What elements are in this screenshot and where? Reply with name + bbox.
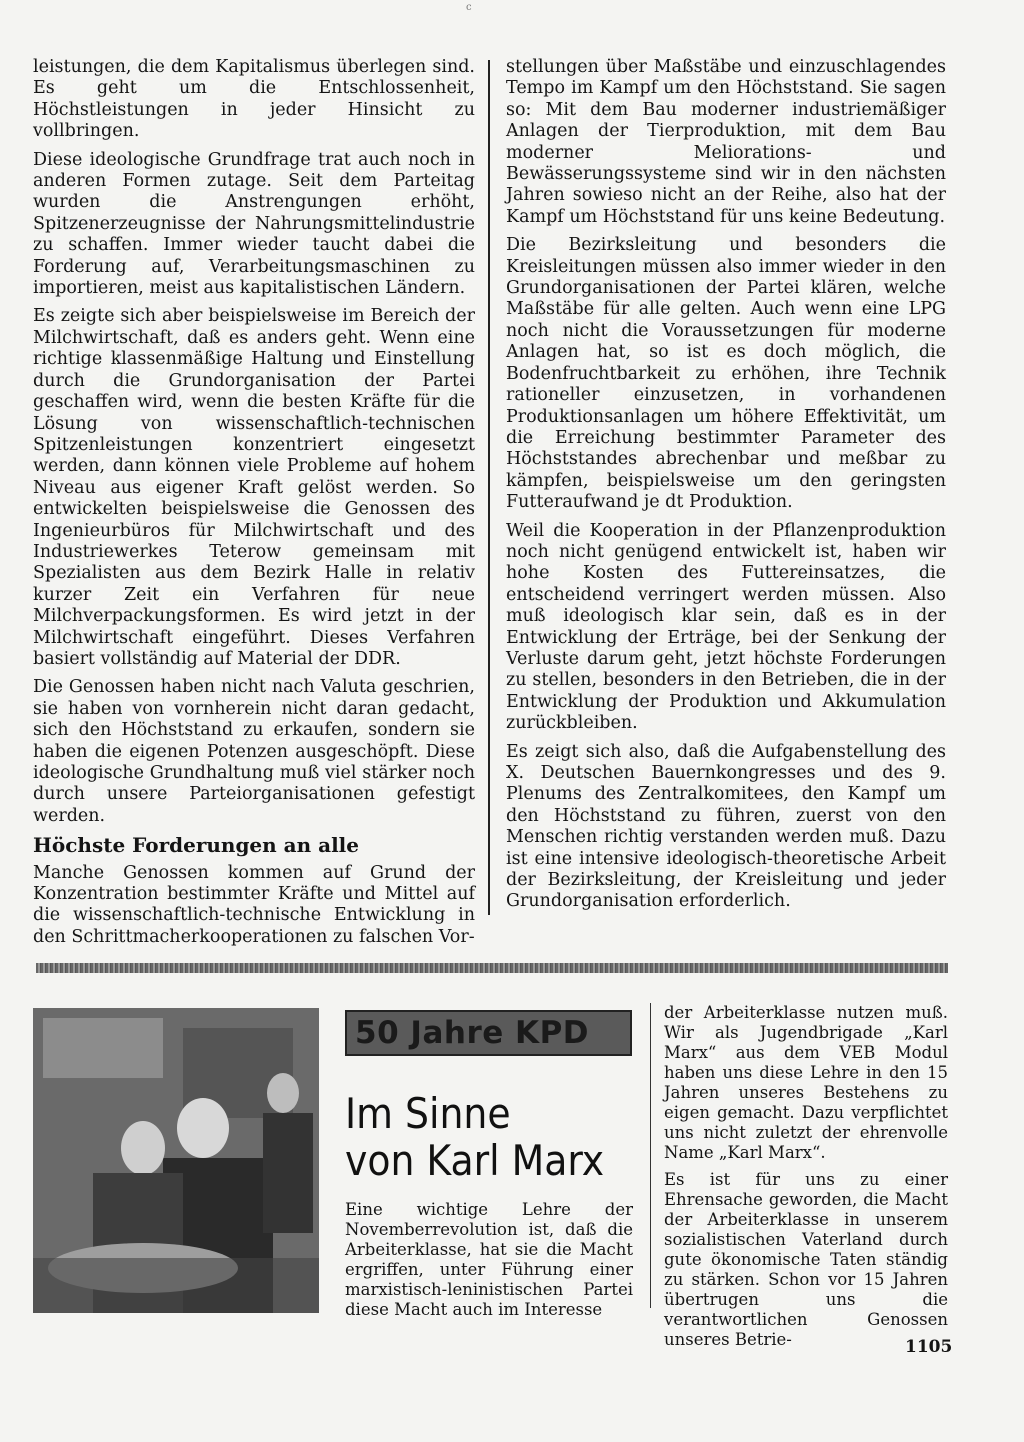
paragraph: stellungen über Maßstäbe und einzuschlagendes Tempo im Kampf um den Höchststand. Sie sagen so: Mit dem Bau moderner industriemäßiger Anlagen der Tierproduktion, mit dem Bau moderner Meliorations- und Bewässerungssysteme sind wir in den nächsten Jahren sowieso nicht an der Reihe, also hat der Kampf um Höchststand für uns keine Bedeutung. (506, 57, 946, 227)
left-column (33, 57, 475, 955)
paragraph: Weil die Kooperation in der Pflanzenproduktion noch nicht genügend entwickelt ist, haben wir hohe Kosten des Futtereinsatzes, die entscheidend verringert werden müssen. Also muß ideologisch klar sein, daß es in der Entwicklung der Erträge, bei der Senkung der Verluste darum geht, jetzt höchste Forderungen zu stellen, besonders in den Betrieben, die in der Entwicklung der Produktion und Akkumulation zurückbleiben. (506, 520, 946, 734)
column-divider (488, 60, 490, 915)
headline-line: Im Sinne (345, 1089, 511, 1138)
paragraph: Die Bezirksleitung und besonders die Kreisleitungen müssen also immer wieder in den Grundorganisationen der Partei klären, welche Maßstäbe für alle gelten. Auch wenn eine LPG noch nicht die Voraussetzungen für moderne Anlagen hat, so ist es doch möglich, die Bodenfruchtbarkeit zu erhöhen, ihre Technik rationeller einzusetzen, in vorhandenen Produktionsanlagen um höhere Effektivität, um die Erreichung bestimmter Parameter des Höchststandes abrechenbar und meßbar zu kämpfen, beispielsweise um den geringsten Futteraufwand je dt Produktion. (506, 235, 946, 513)
paragraph: Eine wichtige Lehre der Novemberrevolution ist, daß die Arbeiterklasse, hat sie die Macht ergriffen, unter Führung einer marxistisch-leninistischen Partei diese Macht auch im Interesse (345, 1200, 633, 1319)
paragraph: Es ist für uns zu einer Ehrensache geworden, die Macht der Arbeiterklasse in unserem sozialistischen Vaterland durch gute ökonomische Taten ständig zu stärken. Schon vor 15 Jahren übertrugen uns die verantwortlichen Genossen unseres Betrie- (664, 1170, 948, 1349)
article-headline (345, 1090, 635, 1184)
kpd-right-column (664, 1003, 948, 1357)
paragraph: Manche Genossen kommen auf Grund der Konzentration bestimmter Kräfte und Mittel auf die wissenschaftlich-technische Entwicklung in den Schrittmacherkooperationen zu falschen Vor- (33, 862, 475, 947)
section-divider-band (36, 963, 948, 973)
scan-mark: c (466, 2, 472, 13)
kpd-band-label: 50 Jahre KPD (355, 1015, 590, 1051)
kpd-intro-column (345, 1200, 633, 1327)
headline-line: von Karl Marx (345, 1136, 605, 1185)
kpd-anniversary-band (345, 1010, 632, 1056)
paragraph: Die Genossen haben nicht nach Valuta geschrien, sie haben von vornherein nicht daran gedacht, sich den Höchststand zu erkaufen, sondern sie haben die eigenen Potenzen ausgeschöpft. Diese ideologische Grundhaltung muß viel stärker noch durch unsere Parteiorganisationen gefestigt werden. (33, 677, 475, 826)
paragraph: der Arbeiterklasse nutzen muß. Wir als Jugendbrigade „Karl Marx“ aus dem VEB Modul haben uns diese Lehre in den 15 Jahren unseres Bestehens zu eigen gemacht. Dazu verpflichtet uns nicht zuletzt der ehrenvolle Name „Karl Marx“. (664, 1003, 948, 1162)
paragraph: leistungen, die dem Kapitalismus überlegen sind. Es geht um die Entschlossenheit, Höchstleistungen in jeder Hinsicht zu vollbringen. (33, 57, 475, 142)
paragraph: Es zeigt sich also, daß die Aufgabenstellung des X. Deutschen Bauernkongresses und des 9. Plenums des Zentralkomitees, den Kampf um den Höchststand zu führen, zuerst von den Menschen richtig verstanden werden muß. Dazu ist eine intensive ideologisch-theoretische Arbeit der Bezirksleitung, der Kreisleitung und jeder Grundorganisation erforderlich. (506, 741, 946, 912)
column-divider (650, 1003, 651, 1308)
subheading: Höchste Forderungen an alle (33, 833, 360, 858)
paragraph: Es zeigte sich aber beispielsweise im Bereich der Milchwirtschaft, daß es anders geht. Wenn eine richtige klassenmäßige Haltung und Einstellung durch die Grundorganisation der Partei geschaffen wird, wenn die besten Kräfte für die Lösung von wissenschaftlich-technischen Spitzenleistungen konzentriert eingesetzt werden, dann können viele Probleme auf hohem Niveau aus eigener Kraft gelöst werden. So entwickelten beispielsweise die Genossen des Ingenieurbüros für Milchwirtschaft und des Industriewerkes Teterow gemeinsam mit Spezialisten aus dem Bezirk Halle in relativ kurzer Zeit ein Verfahren für neue Milchverpackungsformen. Es wird jetzt in der Milchwirtschaft eingeführt. Dieses Verfahren basiert vollständig auf Material der DDR. (33, 306, 475, 669)
workshop-photo (33, 1008, 319, 1313)
paragraph: Diese ideologische Grundfrage trat auch noch in anderen Formen zutage. Seit dem Parteitag wurden die Anstrengungen erhöht, Spitzenerzeugnisse der Nahrungsmittelindustrie zu schaffen. Immer wieder taucht dabei die Forderung auf, Verarbeitungsmaschinen zu importieren, meist aus kapitalistischen Ländern. (33, 149, 475, 299)
page-number: 1105 (905, 1337, 953, 1357)
right-column (506, 57, 946, 920)
